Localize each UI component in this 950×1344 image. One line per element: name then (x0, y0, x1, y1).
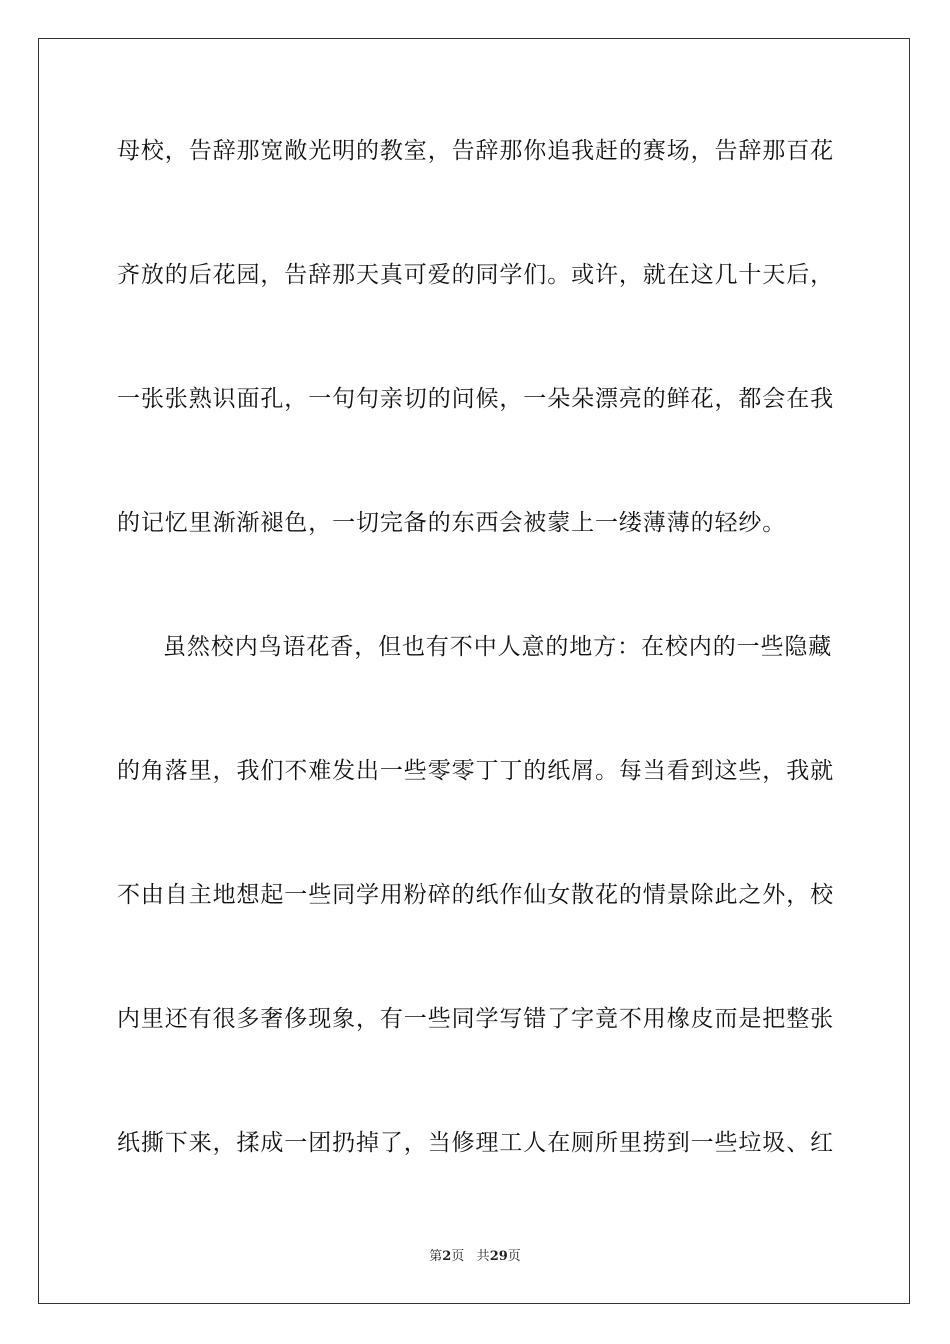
paragraph-line-9: 纸撕下来，揉成一团扔掉了，当修理工人在厕所里捞到一些垃圾、红 (117, 1130, 834, 1156)
paragraph-line-3: 一张张熟识面孔，一句句亲切的问候，一朵朵漂亮的鲜花，都会在我 (117, 386, 834, 412)
total-suffix: 页 (507, 1249, 521, 1264)
paragraph-line-4: 的记忆里渐渐褪色，一切完备的东西会被蒙上一缕薄薄的轻纱。 (117, 510, 787, 536)
page-number: 2 (442, 1249, 452, 1264)
paragraph-line-6: 的角落里，我们不难发出一些零零丁丁的纸屑。每当看到这些，我就 (117, 758, 834, 784)
page-prefix: 第 (429, 1249, 443, 1264)
page-footer (0, 1248, 950, 1266)
paragraph-line-5: 虽然校内鸟语花香，但也有不中人意的地方：在校内的一些隐藏 (163, 634, 833, 660)
paragraph-line-2: 齐放的后花园，告辞那天真可爱的同学们。或许，就在这几十天后， (117, 262, 834, 288)
total-pages: 29 (489, 1249, 508, 1264)
paragraph-line-8: 内里还有很多奢侈现象，有一些同学写错了字竟不用橡皮而是把整张 (117, 1006, 834, 1032)
page-border (38, 38, 910, 1304)
page-suffix: 页 (451, 1249, 465, 1264)
paragraph-line-7: 不由自主地想起一些同学用粉碎的纸作仙女散花的情景除此之外，校 (117, 882, 834, 908)
total-prefix: 共 (476, 1249, 490, 1264)
paragraph-line-1: 母校，告辞那宽敞光明的教室，告辞那你追我赶的赛场，告辞那百花 (117, 138, 834, 164)
